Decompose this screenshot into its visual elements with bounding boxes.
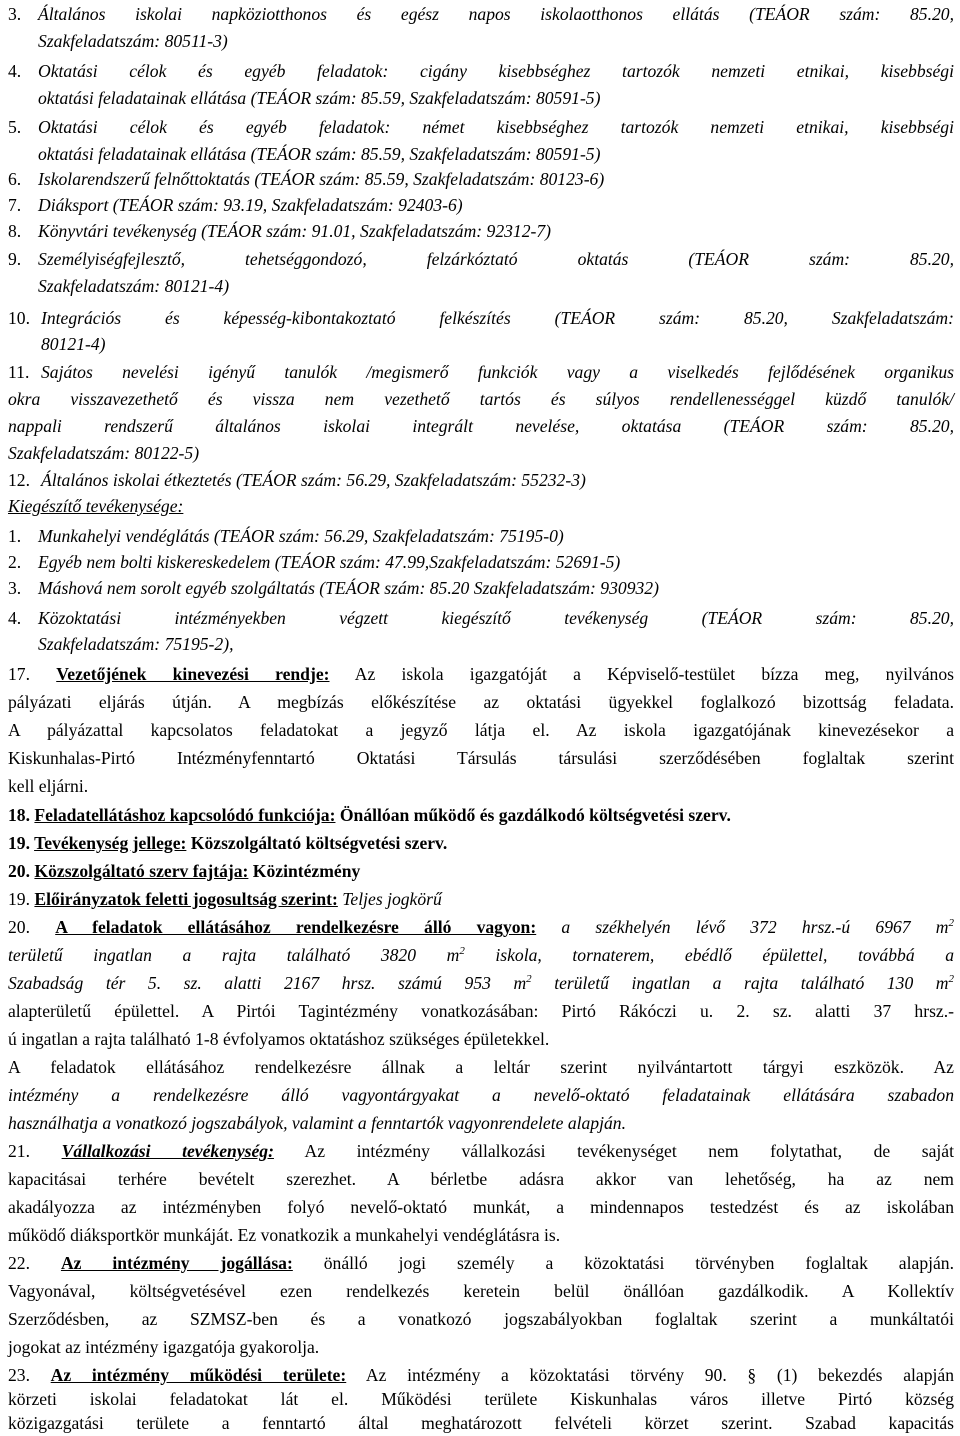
text-line: pályázati eljárás útján. A megbízás előkészítése az oktatási ügyekkel foglalkozó bizottság feladata.	[8, 692, 954, 712]
list-item: 10. Integrációs és képesség-kibontakoztató felkészítés (TEÁOR szám: 85.20, Szakfeladatszám:	[8, 308, 954, 328]
list-item: 2. Egyéb nem bolti kiskereskedelem (TEÁOR szám: 47.99,Szakfeladatszám: 52691-5)	[8, 552, 621, 572]
text-line: alapterületű épülettel. A Pirtói Tagintézmény vonatkozásában: Pirtó Rákóczi u. 2. sz. alatti 37 hrsz.-	[8, 1001, 954, 1021]
text-line: kell eljárni.	[8, 776, 89, 796]
list-item: 11. Sajátos nevelési igényű tanulók /megismerő funkciók vagy a viselkedés fejlődésének organikus	[8, 362, 954, 382]
text-line: okra visszavezethető és vissza nem vezethető tartós és súlyos rendellenességgel küzdő tanulók/	[8, 389, 954, 409]
text-line: ú ingatlan a rajta található 1-8 évfolyamos oktatáshoz szükséges épületekkel.	[8, 1029, 550, 1049]
text-line: jogokat az intézmény igazgatója gyakorolja.	[8, 1337, 320, 1357]
list-item: 4. Közoktatási intézményekben végzett kiegészítő tevékenység (TEÁOR szám: 85.20,	[8, 608, 954, 628]
section-18: 18. Feladatellátáshoz kapcsolódó funkciója: Önállóan működő és gazdálkodó költségvetési szerv.	[8, 805, 731, 825]
text-line: területű ingatlan a rajta található 3820 $m^2$ iskola, tornaterem, ebédlő épülettel, továbbá a	[8, 945, 954, 965]
list-item: 3. Máshová nem sorolt egyéb szolgáltatás (TEÁOR szám: 85.20 Szakfeladatszám: 930932)	[8, 578, 659, 598]
text-line: Szabadság tér 5. sz. alatti 2167 hrsz. számú 953 $m^2$ területű ingatlan a rajta található 130 $m^2$	[8, 973, 954, 993]
text-line: közigazgatási területe a fenntartó által meghatározott felvételi körzet szerint. Szabad kapacitás	[8, 1413, 954, 1433]
text-line: oktatási feladatainak ellátása (TEÁOR szám: 85.59, Szakfeladatszám: 80591-5)	[38, 144, 601, 164]
text-line: Szakfeladatszám: 80121-4)	[38, 276, 230, 296]
list-item: 3. Általános iskolai napköziotthonos és egész napos iskolaotthonos ellátás (TEÁOR szám: 85.20,	[8, 4, 954, 24]
text-line: körzeti iskolai feladatokat lát el. Működési területe Kiskunhalas város illetve Pirtó község	[8, 1389, 954, 1409]
list-item: 12. Általános iskolai étkeztetés (TEÁOR szám: 56.29, Szakfeladatszám: 55232-3)	[8, 470, 586, 490]
text-line: oktatási feladatainak ellátása (TEÁOR szám: 85.59, Szakfeladatszám: 80591-5)	[38, 88, 601, 108]
text-line: intézmény a rendelkezésre álló vagyontárgyakat a nevelő-oktató feladatainak ellátására szabadon	[8, 1085, 954, 1105]
section-23: 23. Az intézmény működési területe: Az intézmény a közoktatási törvény 90. § (1) bekezdés alapján	[8, 1365, 954, 1385]
section-22: 22. Az intézmény jogállása: önálló jogi személy a közoktatási törvényben foglaltak alapján.	[8, 1253, 955, 1273]
section-20: 20. Közszolgáltató szerv fajtája: Közintézmény	[8, 861, 361, 881]
text-line: használhatja a vonatkozó jogszabályok, valamint a fenntartók vagyonrendelete alapján.	[8, 1113, 626, 1133]
list-item: 9. Személyiségfejlesztő, tehetséggondozó, felzárkóztató oktatás (TEÁOR szám: 85.20,	[8, 249, 954, 269]
section-heading: Kiegészítő tevékenysége:	[8, 496, 184, 516]
text-line: Szerződésben, az SZMSZ-ben és a vonatkozó jogszabályokban foglaltak szerint a munkáltatói	[8, 1309, 954, 1329]
text-line: kapacitásai terhére bevételt szerezhet. A bérletbe adásra akkor van lehetőség, ha az nem	[8, 1169, 954, 1189]
text-line: akadályozza az intézményben folyó nevelő-oktató munkát, a mindennapos testedzést és az iskolában	[8, 1197, 954, 1217]
text-line: A feladatok ellátásához rendelkezésre állnak a leltár szerint nyilvántartott tárgyi eszközök. Az	[8, 1057, 954, 1077]
section-17: 17. Vezetőjének kinevezési rendje: Az iskola igazgatóját a Képviselő-testület bízza meg, nyilvános	[8, 664, 954, 684]
text-line: 80121-4)	[41, 334, 106, 354]
text-line: Szakfeladatszám: 80122-5)	[8, 443, 200, 463]
list-item: 1. Munkahelyi vendéglátás (TEÁOR szám: 56.29, Szakfeladatszám: 75195-0)	[8, 526, 564, 546]
text-line: Vagyonával, költségvetésével ezen rendelkezés keretein belül önállóan gazdálkodik. A Kollektív	[8, 1281, 954, 1301]
list-item: 5. Oktatási célok és egyéb feladatok: német kisebbséghez tartozók nemzeti etnikai, kisebbségi	[8, 117, 954, 137]
section-19b: 19. Előirányzatok feletti jogosultság szerint: Teljes jogkörű	[8, 889, 442, 909]
section-19: 19. Tevékenység jellege: Közszolgáltató költségvetési szerv.	[8, 833, 448, 853]
text-line: Kiskunhalas-Pirtó Intézményfenntartó Oktatási Társulás társulási szerződésében foglaltak szerint	[8, 748, 954, 768]
list-item: 7. Diáksport (TEÁOR szám: 93.19, Szakfeladatszám: 92403-6)	[8, 195, 463, 215]
text-line: működő diáksportkör munkáját. Ez vonatkozik a munkahelyi vendéglátásra is.	[8, 1225, 561, 1245]
text-line: nappali rendszerű általános iskolai integrált nevelése, oktatása (TEÁOR szám: 85.20,	[8, 416, 954, 436]
list-item: 4. Oktatási célok és egyéb feladatok: cigány kisebbséghez tartozók nemzeti etnikai, kisebbségi	[8, 61, 954, 81]
text-line: Szakfeladatszám: 75195-2),	[38, 634, 234, 654]
list-item: 6. Iskolarendszerű felnőttoktatás (TEÁOR szám: 85.59, Szakfeladatszám: 80123-6)	[8, 169, 605, 189]
text-line: A pályázattal kapcsolatos feladatokat a jegyző látja el. Az iskola igazgatójának kinevezésekor a	[8, 720, 954, 740]
list-item: 8. Könyvtári tevékenység (TEÁOR szám: 91.01, Szakfeladatszám: 92312-7)	[8, 221, 552, 241]
section-20b: 20. A feladatok ellátásához rendelkezésre álló vagyon: a székhelyén lévő 372 hrsz.-ú 6967 $m^2$	[8, 917, 954, 937]
text-line: Szakfeladatszám: 80511-3)	[38, 31, 228, 51]
section-21: 21. Vállalkozási tevékenység: Az intézmény vállalkozási tevékenységet nem folytathat, de saját	[8, 1141, 954, 1161]
